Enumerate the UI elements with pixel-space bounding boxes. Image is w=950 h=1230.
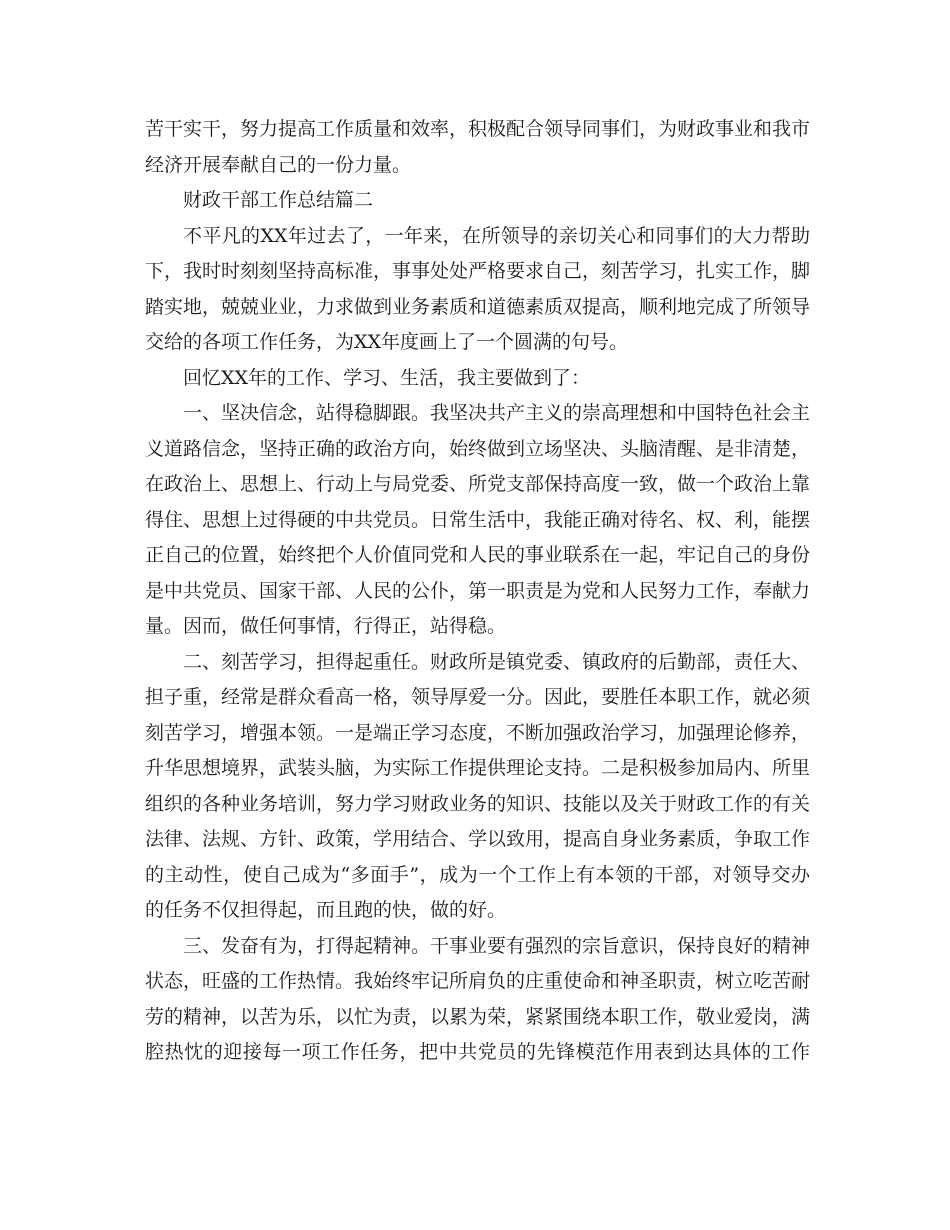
text-line: 的主动性，使自己成为“多面手”，成为一个工作上有本领的干部，对领导交办 <box>145 863 810 886</box>
text-line: 三、发奋有为，打得起精神。干事业要有强烈的宗旨意识，保持良好的精神 <box>183 934 811 957</box>
paragraph <box>145 219 810 361</box>
paragraph <box>145 396 810 645</box>
text-line: 升华思想境界，武装头脑，为实际工作提供理论支持。二是积极参加局内、所里 <box>145 757 811 779</box>
text-line: 苦干实干，努力提高工作质量和效率，积极配合领导同事们，为财政事业和我市 <box>145 118 811 140</box>
text-line: 在政治上、思想上、行动上与局党委、所党支部保持高度一致，做一个政治上靠 <box>145 473 811 495</box>
text-line: 状态，旺盛的工作热情。我始终牢记所肩负的庄重使命和神圣职责，树立吃苦耐 <box>145 970 811 992</box>
text-line: 经济开展奉献自己的一份力量。 <box>145 153 412 176</box>
paragraph <box>145 183 810 219</box>
text-line: 得住、思想上过得硬的中共党员。日常生活中，我能正确对待名、权、利，能摆 <box>145 508 811 531</box>
document-body <box>145 112 810 1071</box>
text-line: 是中共党员、国家干部、人民的公仆，第一职责是为党和人民努力工作，奉献力 <box>145 579 811 602</box>
text-line: 量。因而，做任何事情，行得正，站得稳。 <box>145 615 507 637</box>
text-line: 二、刻苦学习，担得起重任。财政所是镇党委、镇政府的后勤部，责任大、 <box>183 650 811 673</box>
text-line: 法律、法规、方针、政策，学用结合、学以致用，提高自身业务素质，争取工作 <box>145 828 811 850</box>
text-line: 组织的各种业务培训，努力学习财政业务的知识、技能以及关于财政工作的有关 <box>145 792 811 815</box>
text-line: 下，我时时刻刻坚持高标准，事事处处严格要求自己，刻苦学习，扎实工作，脚 <box>145 260 811 282</box>
text-line: 的任务不仅担得起，而且跑的快，做的好。 <box>145 899 507 921</box>
text-line: 担子重，经常是群众看高一格，领导厚爱一分。因此，要胜任本职工作，就必须 <box>145 686 811 708</box>
text-line: 一、坚决信念，站得稳脚跟。我坚决共产主义的崇高理想和中国特色社会主 <box>183 402 811 424</box>
text-line: 回忆XX年的工作、学习、生活，我主要做到了： <box>183 366 591 389</box>
paragraph <box>145 645 810 929</box>
text-line: 正自己的位置，始终把个人价值同党和人民的事业联系在一起，牢记自己的身份 <box>145 544 811 566</box>
text-line: 刻苦学习，增强本领。一是端正学习态度，不断加强政治学习，加强理论修养， <box>145 721 811 744</box>
paragraph <box>145 929 810 1071</box>
text-line: 劳的精神，以苦为乐，以忙为责，以累为荣，紧紧围绕本职工作，敬业爱岗，满 <box>145 1005 811 1028</box>
text-line: 不平凡的XX年过去了，一年来，在所领导的亲切关心和同事们的大力帮助 <box>183 224 810 247</box>
text-line: 腔热忱的迎接每一项工作任务，把中共党员的先锋模范作用表到达具体的工作 <box>145 1041 810 1063</box>
text-line: 义道路信念，坚持正确的政治方向，始终做到立场坚决、头脑清醒、是非清楚， <box>145 437 811 460</box>
paragraph <box>145 112 810 183</box>
text-line: 财政干部工作总结篇二 <box>183 189 374 211</box>
paragraph <box>145 361 810 397</box>
text-line: 交给的各项工作任务，为XX年度画上了一个圆满的句号。 <box>145 331 629 353</box>
text-line: 踏实地，兢兢业业，力求做到业务素质和道德素质双提高，顺利地完成了所领导 <box>145 295 811 318</box>
